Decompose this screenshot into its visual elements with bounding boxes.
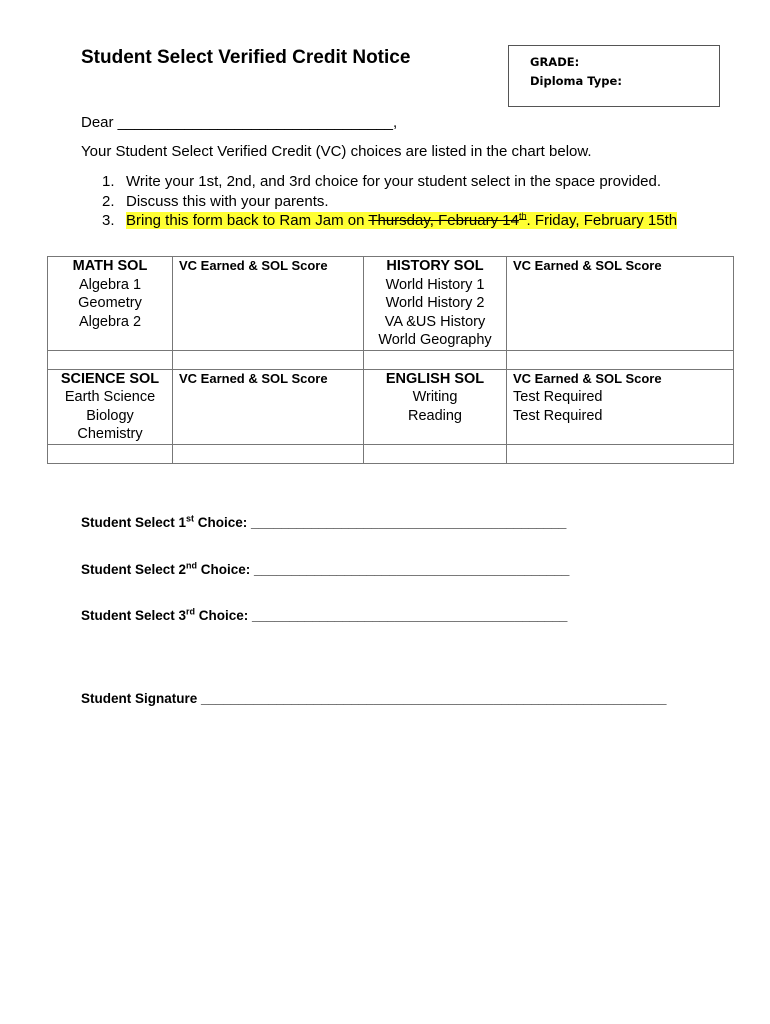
table-cell [364,444,507,463]
english-sol-header: ENGLISH SOL [385,370,485,387]
list-item: Writing [412,389,458,405]
list-item: Algebra 2 [78,313,142,330]
step-3 [102,211,677,231]
vc-header: VC Earned & SOL Score [513,258,662,273]
list-item: Earth Science [64,389,156,405]
list-item: World History 1 [385,276,485,293]
table-cell [364,350,507,369]
math-sol-header: MATH SOL [72,258,148,274]
step-text-highlight [126,212,677,229]
table-cell [48,257,173,351]
step-2 [102,192,677,212]
list-item: World History 2 [385,295,485,311]
choice-blank: Choice: __________________________________________ [194,515,567,530]
choice-label: Student Select 1 [81,515,187,530]
table-cell [48,350,173,369]
signature-line[interactable]: Student Signature ______________________________________________________________ [81,691,667,706]
table-cell [364,369,507,444]
choice-label: Student Select 2 [81,562,187,577]
table-row [48,444,734,463]
list-item: Chemistry [77,426,143,442]
choice-label: Student Select 3 [81,608,187,623]
intro-text: Your Student Select Verified Credit (VC) choices are listed in the chart below. [81,143,592,160]
table-cell [173,444,364,463]
third-choice-line[interactable] [81,608,567,623]
diploma-type-label: Diploma Type: [530,74,622,88]
list-item: Reading [407,407,462,424]
table-cell [173,350,364,369]
vc-header-cell [173,257,364,351]
vc-header: VC Earned & SOL Score [179,258,328,273]
table-row [48,350,734,369]
choice-sup: nd [186,560,198,571]
sol-table [47,256,734,464]
science-sol-header: SCIENCE SOL [60,370,160,387]
vc-header: VC Earned & SOL Score [513,370,662,386]
list-item: VA &US History [384,313,486,330]
new-date: Friday, February 15th [534,212,678,229]
list-item: Test Required [513,389,603,405]
salutation: Dear _________________________________, [81,114,398,131]
step-text: Bring this form back to Ram Jam on [126,212,369,229]
choice-sup: rd [186,606,196,617]
list-item: Algebra 1 [78,276,142,293]
page-title: Student Select Verified Credit Notice [81,47,411,68]
table-cell [364,257,507,351]
list-item: World Geography [378,332,492,348]
step-text-sep: . [526,212,535,229]
instructions-list [102,172,677,231]
first-choice-line[interactable] [81,515,566,530]
table-cell [507,444,734,463]
table-cell [507,369,734,444]
choice-sup: st [186,513,195,524]
table-row [48,257,734,351]
history-sol-header: HISTORY SOL [386,258,484,274]
vc-header-cell [507,257,734,351]
list-item: Biology [86,407,134,424]
list-item: Test Required [513,407,603,424]
second-choice-line[interactable] [81,562,569,577]
step-text: Discuss this with your parents. [126,192,329,210]
vc-header-cell [173,369,364,444]
step-number: 1. [102,173,115,190]
table-cell [507,350,734,369]
table-row [48,369,734,444]
table-cell [48,369,173,444]
choice-blank: Choice: __________________________________________ [195,608,568,623]
step-number: 2. [102,192,115,210]
grade-box [508,45,720,107]
vc-header: VC Earned & SOL Score [179,370,328,386]
table-cell [48,444,173,463]
struck-date-text: Thursday, February 14 [368,212,519,229]
step-1 [102,172,677,192]
step-number: 3. [102,212,115,229]
choice-blank: Choice: __________________________________________ [197,562,570,577]
step-text: Write your 1st, 2nd, and 3rd choice for your student select in the space provided. [126,173,662,190]
struck-date-sup: th [518,211,527,221]
list-item: Geometry [78,295,142,311]
struck-date [368,212,526,229]
grade-label: GRADE: [530,55,580,69]
